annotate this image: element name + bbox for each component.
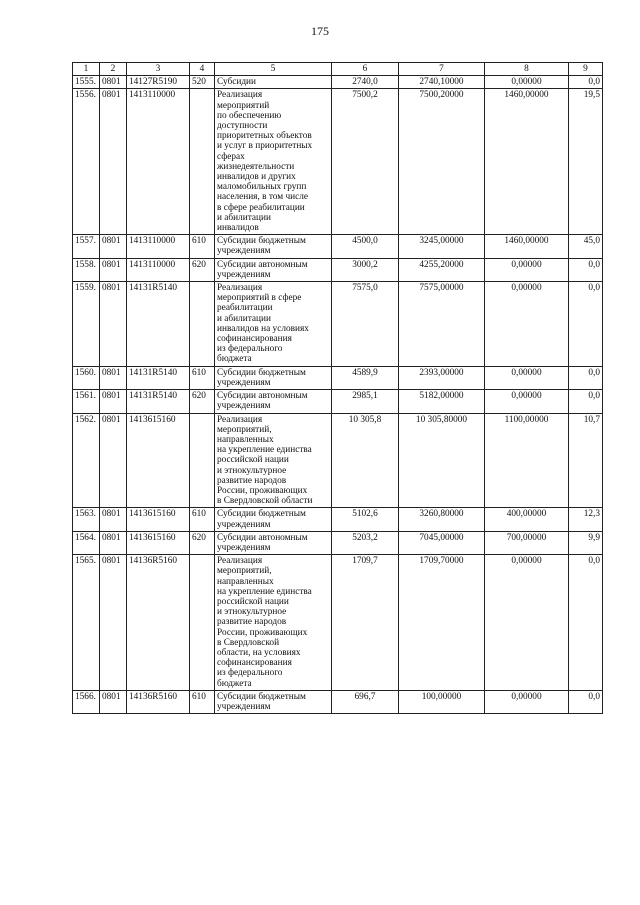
expense-type-cell: 610 — [190, 366, 215, 389]
approved-amount-cell: 1709,7 — [332, 555, 399, 691]
column-header-6: 6 — [332, 63, 399, 76]
section-code-cell: 0801 — [100, 76, 127, 89]
section-code-cell: 0801 — [100, 89, 127, 235]
target-code-cell: 1413110000 — [127, 89, 190, 235]
page-number: 175 — [311, 24, 329, 38]
column-header-3: 3 — [127, 63, 190, 76]
expense-type-cell: 610 — [190, 508, 215, 531]
row-number-cell: 1559. — [73, 282, 100, 367]
description-cell: Реализация мероприятий, направленных на укрепление единства российской нации и этнокультурное развитие народов России, проживающих в Свердловской области — [215, 413, 332, 508]
executed-amount-cell: 0,00000 — [485, 555, 569, 691]
execution-percent-cell: 0,0 — [569, 76, 603, 89]
section-code-cell: 0801 — [100, 555, 127, 691]
description-cell: Субсидии автономным учреждениям — [215, 258, 332, 281]
section-code-cell: 0801 — [100, 690, 127, 713]
expense-type-cell — [190, 555, 215, 691]
expense-type-cell: 620 — [190, 390, 215, 413]
executed-amount-cell: 0,00000 — [485, 76, 569, 89]
approved-amount-cell: 7500,2 — [332, 89, 399, 235]
revised-amount-cell: 1709,70000 — [399, 555, 485, 691]
executed-amount-cell: 1460,00000 — [485, 89, 569, 235]
expense-type-cell: 620 — [190, 531, 215, 554]
approved-amount-cell: 4500,0 — [332, 235, 399, 258]
table-row — [73, 531, 603, 554]
row-number-cell: 1562. — [73, 413, 100, 508]
revised-amount-cell: 7575,00000 — [399, 282, 485, 367]
target-code-cell: 14136R5160 — [127, 555, 190, 691]
expense-type-cell — [190, 282, 215, 367]
section-code-cell: 0801 — [100, 258, 127, 281]
target-code-cell: 14131R5140 — [127, 366, 190, 389]
row-number-cell: 1563. — [73, 508, 100, 531]
execution-percent-cell: 19,5 — [569, 89, 603, 235]
approved-amount-cell: 10 305,8 — [332, 413, 399, 508]
execution-percent-cell: 0,0 — [569, 258, 603, 281]
approved-amount-cell: 5203,2 — [332, 531, 399, 554]
description-cell: Субсидии автономным учреждениям — [215, 531, 332, 554]
budget-table — [72, 62, 603, 714]
column-header-7: 7 — [399, 63, 485, 76]
executed-amount-cell: 700,00000 — [485, 531, 569, 554]
revised-amount-cell: 7045,00000 — [399, 531, 485, 554]
executed-amount-cell: 0,00000 — [485, 690, 569, 713]
section-code-cell: 0801 — [100, 366, 127, 389]
column-header-5: 5 — [215, 63, 332, 76]
table-row — [73, 508, 603, 531]
row-number-cell: 1558. — [73, 258, 100, 281]
section-code-cell: 0801 — [100, 235, 127, 258]
approved-amount-cell: 2740,0 — [332, 76, 399, 89]
execution-percent-cell: 10,7 — [569, 413, 603, 508]
executed-amount-cell: 0,00000 — [485, 258, 569, 281]
expense-type-cell — [190, 413, 215, 508]
expense-type-cell: 520 — [190, 76, 215, 89]
row-number-cell: 1566. — [73, 690, 100, 713]
approved-amount-cell: 2985,1 — [332, 390, 399, 413]
execution-percent-cell: 0,0 — [569, 555, 603, 691]
row-number-cell: 1555. — [73, 76, 100, 89]
description-cell: Субсидии бюджетным учреждениям — [215, 235, 332, 258]
executed-amount-cell: 400,00000 — [485, 508, 569, 531]
approved-amount-cell: 696,7 — [332, 690, 399, 713]
expense-type-cell: 620 — [190, 258, 215, 281]
expense-type-cell: 610 — [190, 690, 215, 713]
table-row — [73, 366, 603, 389]
executed-amount-cell: 0,00000 — [485, 282, 569, 367]
execution-percent-cell: 0,0 — [569, 366, 603, 389]
table-row — [73, 258, 603, 281]
executed-amount-cell: 1460,00000 — [485, 235, 569, 258]
execution-percent-cell: 0,0 — [569, 282, 603, 367]
row-number-cell: 1556. — [73, 89, 100, 235]
executed-amount-cell: 0,00000 — [485, 390, 569, 413]
revised-amount-cell: 7500,20000 — [399, 89, 485, 235]
approved-amount-cell: 5102,6 — [332, 508, 399, 531]
description-cell: Реализация мероприятий, направленных на укрепление единства российской нации и этнокультурное развитие народов России, проживающих в Свердловской области, на условиях софинансирования из федерального бюджета — [215, 555, 332, 691]
target-code-cell: 1413110000 — [127, 258, 190, 281]
approved-amount-cell: 3000,2 — [332, 258, 399, 281]
table-row — [73, 282, 603, 367]
table-row — [73, 390, 603, 413]
row-number-cell: 1560. — [73, 366, 100, 389]
executed-amount-cell: 0,00000 — [485, 366, 569, 389]
executed-amount-cell: 1100,00000 — [485, 413, 569, 508]
execution-percent-cell: 0,0 — [569, 690, 603, 713]
revised-amount-cell: 2740,10000 — [399, 76, 485, 89]
revised-amount-cell: 4255,20000 — [399, 258, 485, 281]
execution-percent-cell: 45,0 — [569, 235, 603, 258]
execution-percent-cell: 12,3 — [569, 508, 603, 531]
table-row — [73, 555, 603, 691]
description-cell: Субсидии — [215, 76, 332, 89]
target-code-cell: 14131R5140 — [127, 390, 190, 413]
revised-amount-cell: 3245,00000 — [399, 235, 485, 258]
approved-amount-cell: 7575,0 — [332, 282, 399, 367]
section-code-cell: 0801 — [100, 508, 127, 531]
target-code-cell: 14131R5140 — [127, 282, 190, 367]
target-code-cell: 1413615160 — [127, 413, 190, 508]
revised-amount-cell: 10 305,80000 — [399, 413, 485, 508]
description-cell: Субсидии бюджетным учреждениям — [215, 690, 332, 713]
section-code-cell: 0801 — [100, 390, 127, 413]
execution-percent-cell: 9,9 — [569, 531, 603, 554]
target-code-cell: 1413110000 — [127, 235, 190, 258]
target-code-cell: 14136R5160 — [127, 690, 190, 713]
row-number-cell: 1564. — [73, 531, 100, 554]
target-code-cell: 1413615160 — [127, 508, 190, 531]
revised-amount-cell: 100,00000 — [399, 690, 485, 713]
target-code-cell: 14127R5190 — [127, 76, 190, 89]
description-cell: Реализация мероприятий в сфере реабилитации и абилитации инвалидов на условиях софинансирования из федерального бюджета — [215, 282, 332, 367]
column-header-9: 9 — [569, 63, 603, 76]
section-code-cell: 0801 — [100, 282, 127, 367]
expense-type-cell — [190, 89, 215, 235]
expense-type-cell: 610 — [190, 235, 215, 258]
description-cell: Реализация мероприятий по обеспечению доступности приоритетных объектов и услуг в приоритетных сферах жизнедеятельности инвалидов и других маломобильных групп населения, в том числе в сфере реабилитации и абилитации инвалидов — [215, 89, 332, 235]
table-row — [73, 235, 603, 258]
execution-percent-cell: 0,0 — [569, 390, 603, 413]
revised-amount-cell: 3260,80000 — [399, 508, 485, 531]
table-row — [73, 690, 603, 713]
section-code-cell: 0801 — [100, 531, 127, 554]
table-row — [73, 413, 603, 508]
row-number-cell: 1565. — [73, 555, 100, 691]
table-header-row — [73, 63, 603, 76]
row-number-cell: 1557. — [73, 235, 100, 258]
table-row — [73, 76, 603, 89]
description-cell: Субсидии автономным учреждениям — [215, 390, 332, 413]
approved-amount-cell: 4589,9 — [332, 366, 399, 389]
target-code-cell: 1413615160 — [127, 531, 190, 554]
section-code-cell: 0801 — [100, 413, 127, 508]
revised-amount-cell: 5182,00000 — [399, 390, 485, 413]
column-header-1: 1 — [73, 63, 100, 76]
revised-amount-cell: 2393,00000 — [399, 366, 485, 389]
description-cell: Субсидии бюджетным учреждениям — [215, 508, 332, 531]
column-header-4: 4 — [190, 63, 215, 76]
column-header-2: 2 — [100, 63, 127, 76]
row-number-cell: 1561. — [73, 390, 100, 413]
table-row — [73, 89, 603, 235]
description-cell: Субсидии бюджетным учреждениям — [215, 366, 332, 389]
column-header-8: 8 — [485, 63, 569, 76]
